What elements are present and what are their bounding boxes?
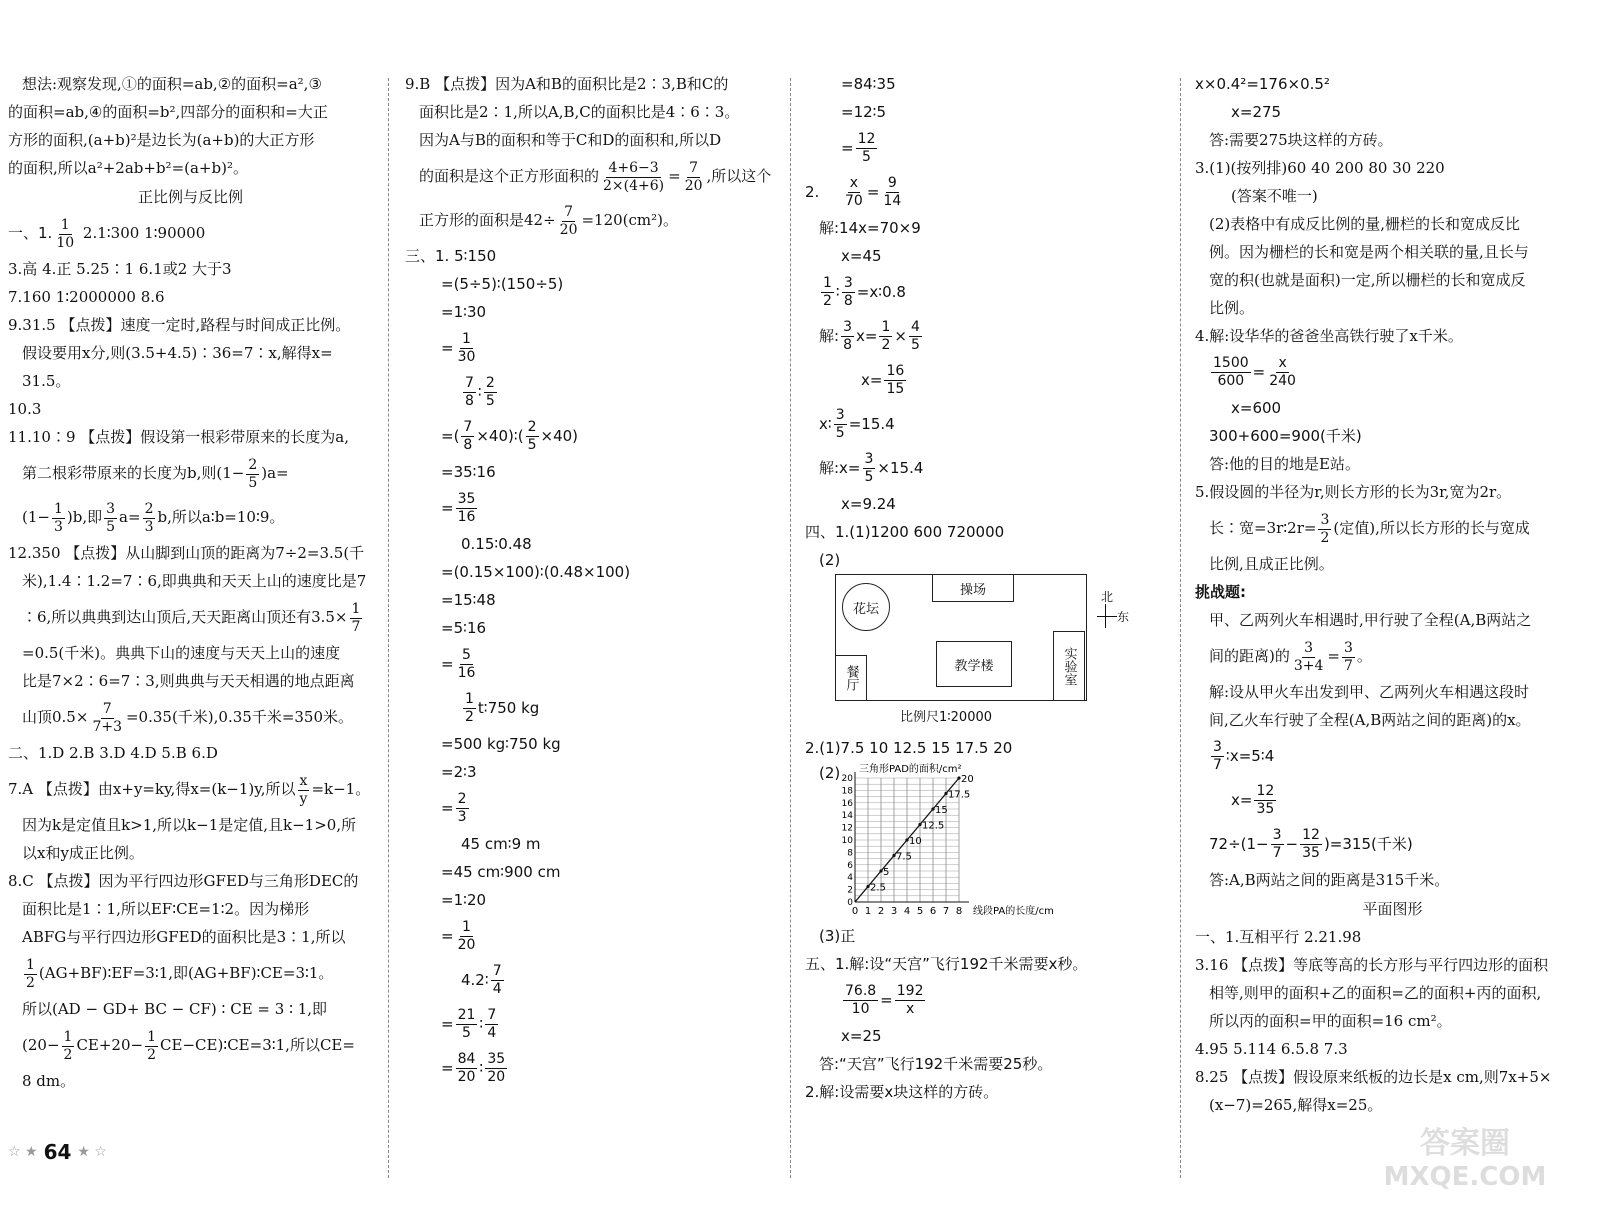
fraction: $\frac{1}{2}$ (26, 956, 35, 991)
page-number: 64 (43, 1140, 72, 1164)
equation-line: =15∶48 (441, 591, 496, 609)
text-line: (2)表格中有成反比例的量,栅栏的长和宽成反比 (1209, 215, 1521, 233)
text-line: 宽的积(也就是面积)一定,所以栅栏的长和宽成反 (1209, 271, 1526, 289)
answer-line: 12.350 【点拨】从山脚到山顶的距离为7÷2=3.5(千 (8, 544, 365, 562)
equation-line: =500 kg∶750 kg (441, 735, 561, 753)
fraction: $\frac{84}{20}$ (457, 1051, 476, 1085)
answer-line: 3.(1)(按列排)60 40 200 80 30 220 (1195, 159, 1445, 177)
equation-line: x=45 (841, 247, 882, 265)
section-title: 正比例与反比例 (137, 188, 243, 206)
column-1 (8, 70, 373, 1155)
y-tick-label: 10 (841, 836, 853, 846)
equation-line: = $\frac{84}{20}$ ∶ $\frac{35}{20}$ (441, 1051, 506, 1085)
text-line: 面积比是1∶1,所以EF∶CE=1∶2。因为梯形 (22, 900, 310, 918)
fraction: $\frac{3}{7}$ (1343, 639, 1353, 674)
text-line: =0.5(千米)。典典下山的速度与天天上山的速度 (22, 644, 341, 662)
y-tick-label: 6 (847, 860, 853, 871)
answer-line: 答:需要275块这样的方砖。 (1209, 131, 1393, 149)
equation-line: x∶ $\frac{3}{5}$ =15.4 (819, 407, 895, 441)
text-line: 的面积=ab,④的面积=b²,四部分的面积和=大正 (8, 103, 328, 121)
data-label: 10 (909, 836, 922, 847)
equation-line: $\frac{1}{2}$ ∶ $\frac{3}{8}$ =x∶0.8 (823, 275, 906, 309)
answer-line: 9.31.5 【点拨】速度一定时,路程与时间成正比例。 (8, 316, 351, 334)
answer-line: 11.10∶9 【点拨】假设第一根彩带原来的长度为a, (8, 428, 349, 446)
fraction: $\frac{3}{2}$ (1320, 511, 1330, 546)
equation-line: 300+600=900(千米) (1209, 427, 1362, 445)
section-label: 一、1. (8, 224, 53, 242)
fraction: $\frac{7}{7+3}$ (92, 700, 122, 735)
text-line: 面积比是2∶1,所以A,B,C的面积比是4∶6∶3。 (419, 103, 740, 121)
fraction: $\frac{12}{5}$ (857, 131, 876, 165)
section-title: 平面图形 (1362, 900, 1423, 918)
text-line: 比是7×2∶6=7∶3,则典典与天天相遇的地点距离 (22, 672, 355, 690)
equation-line: x=9.24 (841, 495, 896, 513)
text-line: 相等,则甲的面积+乙的面积=乙的面积+丙的面积, (1209, 984, 1542, 1002)
y-tick-label: 14 (841, 811, 853, 822)
fraction: $\frac{7}{20}$ (559, 203, 578, 238)
equation-line: =2∶3 (441, 763, 477, 781)
equation-line: 解:14x=70×9 (819, 219, 921, 237)
text-line: $\frac{1}{2}$ (AG+BF)∶EF=3∶1,即(AG+BF)∶CE=3∶1。 (26, 956, 334, 991)
text-line: 解:设从甲火车出发到甲、乙两列火车相遇这段时 (1209, 683, 1530, 701)
fraction: $\frac{76.8}{10}$ (845, 983, 877, 1017)
text-line: 长∶宽=3r∶2r= $\frac{3}{2}$ (定值),所以长方形的长与宽成 (1209, 511, 1530, 546)
answer-line: 8.25 【点拨】假设原来纸板的边长是x cm,则7x+5× (1195, 1068, 1552, 1086)
data-label: 15 (935, 805, 948, 816)
answer-line: 四、1.(1)1200 600 720000 (805, 523, 1005, 541)
star-decoration-icon: ★ ☆ (77, 1144, 107, 1160)
answer-line: (2) (819, 551, 841, 569)
fraction: $\frac{x}{y}$ (299, 772, 308, 807)
equation-line: x=25 (841, 1027, 882, 1045)
fraction: $\frac{21}{5}$ (457, 1007, 476, 1041)
column-2 (405, 70, 775, 1155)
fraction: $\frac{5}{16}$ (457, 647, 476, 681)
equation-line: = $\frac{5}{16}$ (441, 647, 476, 681)
page-footer (8, 1140, 107, 1164)
map-figure (805, 574, 1170, 734)
y-tick-label: 0 (847, 898, 853, 908)
equation-line: =45 cm∶900 cm (441, 863, 561, 881)
answer-line: 答:A,B两站之间的距离是315千米。 (1209, 871, 1450, 889)
fraction: $\frac{2}{3}$ (144, 500, 154, 535)
column-separator (388, 78, 389, 1178)
chart-title: 三角形PAD的面积/cm² (859, 764, 962, 775)
fraction: $\frac{1}{2}$ (823, 275, 832, 309)
fraction: $\frac{4}{5}$ (910, 319, 920, 353)
fraction: $\frac{7}{8}$ (465, 375, 474, 409)
compass-cross-icon (1097, 616, 1117, 617)
equation-line: = $\frac{12}{5}$ (841, 131, 876, 165)
answer-line: (3)正 (819, 927, 856, 945)
answer-line: 8.C 【点拨】因为平行四边形GFED与三角形DEC的 (8, 872, 359, 890)
data-label: 5 (883, 867, 890, 878)
fraction: $\frac{1}{2}$ (147, 1028, 157, 1063)
text-line: 因为A与B的面积和等于C和D的面积和,所以D (419, 131, 722, 149)
fraction: $\frac{3}{5}$ (835, 407, 845, 441)
y-tick-label: 16 (841, 798, 853, 809)
fraction: $\frac{1}{3}$ (53, 500, 63, 535)
fraction: $\frac{1}{30}$ (457, 331, 476, 365)
line-chart (841, 762, 1101, 922)
map-canteen: 餐厅 (835, 655, 867, 701)
x-tick-label: 8 (955, 906, 963, 917)
equation-line: 45 cm∶9 m (461, 835, 541, 853)
column-separator (1180, 78, 1181, 1178)
watermark-line: MXQE.COM (1383, 1162, 1547, 1192)
equation-line: =1∶30 (441, 303, 487, 321)
map-teaching-building: 教学楼 (936, 641, 1012, 687)
fraction: $\frac{2}{5}$ (248, 456, 258, 491)
x-tick-label: 4 (903, 906, 911, 917)
equation-line: = $\frac{1}{30}$ (441, 331, 476, 365)
map-lab: 实验室 (1053, 631, 1085, 701)
fraction: $\frac{1}{2}$ (465, 691, 474, 725)
text-line: 正方形的面积是42÷ $\frac{7}{20}$ =120(cm²)。 (419, 203, 679, 238)
data-label: 20 (961, 774, 974, 785)
text-line: 间的距离)的 $\frac{3}{3+4}$ = $\frac{3}{7}$ 。 (1209, 639, 1372, 674)
x-tick-label: 2 (877, 906, 885, 917)
answer-line: 3.高 4.正 5.25∶1 6.1或2 大于3 (8, 260, 232, 278)
section-line: 三、1. 5∶150 (405, 247, 497, 265)
fraction: $\frac{1}{20}$ (457, 919, 476, 953)
equation-line: =1∶20 (441, 891, 487, 909)
text-line: 8 dm。 (22, 1072, 76, 1090)
y-tick-label: 4 (847, 873, 853, 884)
fraction: $\frac{1}{2}$ (63, 1028, 73, 1063)
data-label: 12.5 (922, 820, 945, 832)
fraction: $\frac{1500}{600}$ (1213, 355, 1249, 389)
fraction: $\frac{2}{5}$ (527, 419, 537, 453)
equation-line: = $\frac{2}{3}$ (441, 791, 467, 825)
answer-line: 一、1.互相平行 2.21.98 (1195, 928, 1362, 946)
equation-line: $\frac{1}{2}$ t∶750 kg (465, 691, 540, 725)
answer-line: 9.B 【点拨】因为A和B的面积比是2∶3,B和C的 (405, 75, 729, 93)
fraction: $\frac{3}{8}$ (843, 319, 852, 353)
fraction: $\frac{4+6-3}{2\times(4+6)}$ (603, 159, 665, 194)
compass-east-label: 东 (1117, 610, 1130, 624)
answer-line: 五、1.解:设“天宫”飞行192千米需要x秒。 (805, 955, 1088, 973)
sub-label: (2) (819, 764, 841, 782)
fraction: $\frac{1}{2}$ (881, 319, 891, 353)
fraction: $\frac{3}{7}$ (1272, 827, 1282, 861)
answer-line: 4.95 5.114 6.5.8 7.3 (1195, 1040, 1348, 1058)
equation-line: 2. $\frac{x}{70}$ = $\frac{9}{14}$ (805, 175, 902, 209)
watermark (1350, 1118, 1580, 1208)
column-4 (1195, 70, 1590, 1155)
answer-line: 4.解:设华华的爸爸坐高铁行驶了x千米。 (1195, 327, 1463, 345)
equation-line: x= $\frac{16}{15}$ (861, 363, 905, 397)
text-line: 比例,且成正比例。 (1209, 555, 1334, 573)
fraction: $\frac{3}{8}$ (843, 275, 853, 309)
equation-line: = $\frac{1}{20}$ (441, 919, 476, 953)
fraction: $\frac{7}{4}$ (487, 1007, 497, 1041)
text-line: 因为k是定值且k>1,所以k−1是定值,且k−1>0,所 (22, 816, 357, 834)
y-tick-label: 12 (841, 823, 853, 834)
x-tick-label: 1 (864, 906, 872, 917)
fraction: $\frac{3}{7}$ (1213, 739, 1222, 773)
answer-line: 二、1.D 2.B 3.D 4.D 5.B 6.D (8, 744, 218, 762)
column-separator (790, 78, 791, 1178)
text-line: 所以丙的面积=甲的面积=16 cm²。 (1209, 1012, 1452, 1030)
y-tick-label: 8 (847, 848, 853, 859)
equation-line: =(0.15×100)∶(0.48×100) (441, 563, 631, 581)
equation-line: 72÷(1− $\frac{3}{7}$ − $\frac{12}{35}$ )=315(千米) (1209, 827, 1413, 861)
fraction: $\frac{1}{7}$ (351, 600, 361, 635)
equation-line: 解:x= $\frac{3}{5}$ ×15.4 (819, 451, 924, 485)
map-scale: 比例尺1∶20000 (900, 710, 993, 725)
text-line: 的面积是这个正方形面积的 $\frac{4+6-3}{2\times(4+6)}$ = $\frac{7}{20}$ ,所以这个 (419, 159, 772, 194)
data-label: 7.5 (896, 851, 912, 863)
x-tick-label: 0 (851, 906, 859, 917)
data-label: 2.5 (870, 882, 886, 894)
fraction: $\frac{192}{x}$ (896, 983, 924, 1017)
x-axis-label: 线段PA的长度/cm (973, 906, 1054, 917)
equation-line: =( $\frac{7}{8}$ ×40)∶( $\frac{2}{5}$ ×40) (441, 419, 579, 453)
text-line: 第二根彩带原来的长度为b,则(1− $\frac{2}{5}$ )a= (22, 456, 289, 491)
star-decoration-icon: ☆ ★ (8, 1144, 38, 1160)
answer-line: 3.16 【点拨】等底等高的长方形与平行四边形的面积 (1195, 956, 1549, 974)
answer-line: 答:他的目的地是E站。 (1209, 455, 1361, 473)
school-map (835, 574, 1087, 701)
text-line: ABFG与平行四边形GFED的面积比是3∶1,所以 (22, 928, 346, 946)
equation-line: $\frac{76.8}{10}$ = $\frac{192}{x}$ (845, 983, 924, 1017)
text-line: 以x和y成正比例。 (22, 844, 144, 862)
equation-line: =5∶16 (441, 619, 487, 637)
fraction: $\frac{2}{5}$ (485, 375, 495, 409)
equation-line: x×0.4²=176×0.5² (1195, 75, 1330, 93)
equation-line: = $\frac{21}{5}$ ∶ $\frac{7}{4}$ (441, 1007, 497, 1041)
fraction: $\frac{x}{240}$ (1269, 355, 1296, 389)
x-tick-label: 6 (929, 906, 937, 917)
equation-line: 0.15∶0.48 (461, 535, 532, 553)
text-line: 米),1.4∶1.2=7∶6,即典典和天天上山的速度比是7 (22, 572, 367, 590)
answer-line: 2.解:设需要x块这样的方砖。 (805, 1083, 999, 1101)
x-tick-label: 5 (916, 906, 924, 917)
fraction: $\frac{35}{20}$ (487, 1051, 506, 1085)
text-line: 方形的面积,(a+b)²是边长为(a+b)的大正方形 (8, 131, 315, 149)
text-line: ∶6,所以典典到达山顶后,天天距离山顶还有3.5× $\frac{1}{7}$ (22, 600, 361, 635)
text-line: 例。因为栅栏的长和宽是两个相关联的量,且长与 (1209, 243, 1529, 261)
equation-line: =(5÷5)∶(150÷5) (441, 275, 564, 293)
fraction: $\frac{9}{14}$ (883, 175, 902, 209)
equation-line: x=275 (1231, 103, 1282, 121)
text-line: (1− $\frac{1}{3}$ )b,即 $\frac{3}{5}$ a= $\frac{2}{3}$ b,所以a∶b=10∶9。 (22, 500, 285, 535)
text-line: 所以(AD − GD+ BC − CF) ∶ CE = 3 ∶ 1,即 (22, 1000, 328, 1018)
fraction: $\frac{16}{15}$ (886, 363, 905, 397)
text-line: 假设要用x分,则(3.5+4.5)∶36=7∶x,解得x= (22, 344, 333, 362)
equation-line: = $\frac{35}{16}$ (441, 491, 476, 525)
fraction: $\frac{3}{5}$ (864, 451, 874, 485)
text-line: (20− $\frac{1}{2}$ CE+20− $\frac{1}{2}$ CE−CE)∶CE=3∶1,所以CE= (22, 1028, 355, 1063)
answer-line: 答:“天宫”飞行192千米需要25秒。 (819, 1055, 1053, 1073)
fraction: $\frac{x}{70}$ (845, 175, 863, 209)
equation-line: 4.2∶ $\frac{7}{4}$ (461, 963, 502, 997)
text-line: (x−7)=265,解得x=25。 (1209, 1096, 1383, 1114)
answer-line: 7.A 【点拨】由x+y=ky,得x=(k−1)y,所以 $\frac{x}{y}$ =k−1。 (8, 772, 371, 807)
y-tick-label: 20 (841, 774, 853, 784)
equation-line: =12∶5 (841, 103, 887, 121)
column-3 (805, 70, 1170, 1155)
y-tick-label: 18 (841, 786, 853, 797)
x-tick-label: 3 (890, 906, 898, 917)
answer-line: 5.假设圆的半径为r,则长方形的长为3r,宽为2r。 (1195, 483, 1512, 501)
fraction: $\frac{12}{35}$ (1302, 827, 1320, 861)
answer-line: 7.160 1∶2000000 8.6 (8, 288, 165, 306)
fraction: $\frac{7}{8}$ (463, 419, 473, 453)
watermark-line: 答案圈 (1420, 1126, 1510, 1161)
fraction: $\frac{35}{16}$ (457, 491, 476, 525)
compass (1097, 588, 1137, 638)
fraction: $\frac{1}{10}$ (56, 216, 75, 251)
challenge-heading: 挑战题: (1195, 583, 1246, 601)
y-tick-label: 2 (847, 885, 853, 896)
fraction: $\frac{2}{3}$ (457, 791, 467, 825)
text-line: 的面积,所以a²+2ab+b²=(a+b)²。 (8, 159, 248, 177)
fraction: $\frac{12}{35}$ (1256, 783, 1275, 817)
chart-figure (805, 762, 1170, 922)
fraction: $\frac{7}{4}$ (492, 963, 502, 997)
equation-line: =84∶35 (841, 75, 896, 93)
text-line: 山顶0.5× $\frac{7}{7+3}$ =0.35(千米),0.35千米=350米。 (22, 700, 354, 735)
equation-line: $\frac{3}{7}$ ∶x=5∶4 (1213, 739, 1275, 773)
equation-line: $\frac{1500}{600}$ = $\frac{x}{240}$ (1213, 355, 1296, 389)
text-line: 比例。 (1209, 299, 1255, 317)
map-garden: 花坛 (842, 583, 890, 631)
answer-line: 一、1. $\frac{1}{10}$ 2.1∶300 1∶90000 (8, 216, 206, 251)
fraction: $\frac{3}{3+4}$ (1293, 639, 1324, 674)
equation-line: x=600 (1231, 399, 1282, 417)
map-playground: 操场 (932, 574, 1014, 602)
data-label: 17.5 (948, 789, 971, 801)
equation-line: 解: $\frac{3}{8}$ x= $\frac{1}{2}$ × $\frac{4}{5}$ (819, 319, 920, 353)
compass-north-label: 北 (1101, 590, 1114, 604)
equation-line: x= $\frac{12}{35}$ (1231, 783, 1275, 817)
x-tick-label: 7 (942, 906, 950, 917)
answer-line: 2.(1)7.5 10 12.5 15 17.5 20 (805, 739, 1013, 757)
text-line: 想法:观察发现,①的面积=ab,②的面积=a²,③ (22, 75, 322, 93)
text-line: (答案不唯一) (1231, 187, 1318, 205)
fraction: $\frac{3}{5}$ (106, 500, 116, 535)
text-line: 31.5。 (22, 372, 71, 390)
equation-line: $\frac{7}{8}$ ∶ $\frac{2}{5}$ (465, 375, 495, 409)
text-line: 甲、乙两列火车相遇时,甲行驶了全程(A,B两站之 (1209, 611, 1532, 629)
text-line: 间,乙火车行驶了全程(A,B两站之间的距离)的x。 (1209, 711, 1531, 729)
equation-line: =35∶16 (441, 463, 496, 481)
answer-line: 10.3 (8, 400, 42, 418)
fraction: $\frac{7}{20}$ (684, 159, 703, 194)
